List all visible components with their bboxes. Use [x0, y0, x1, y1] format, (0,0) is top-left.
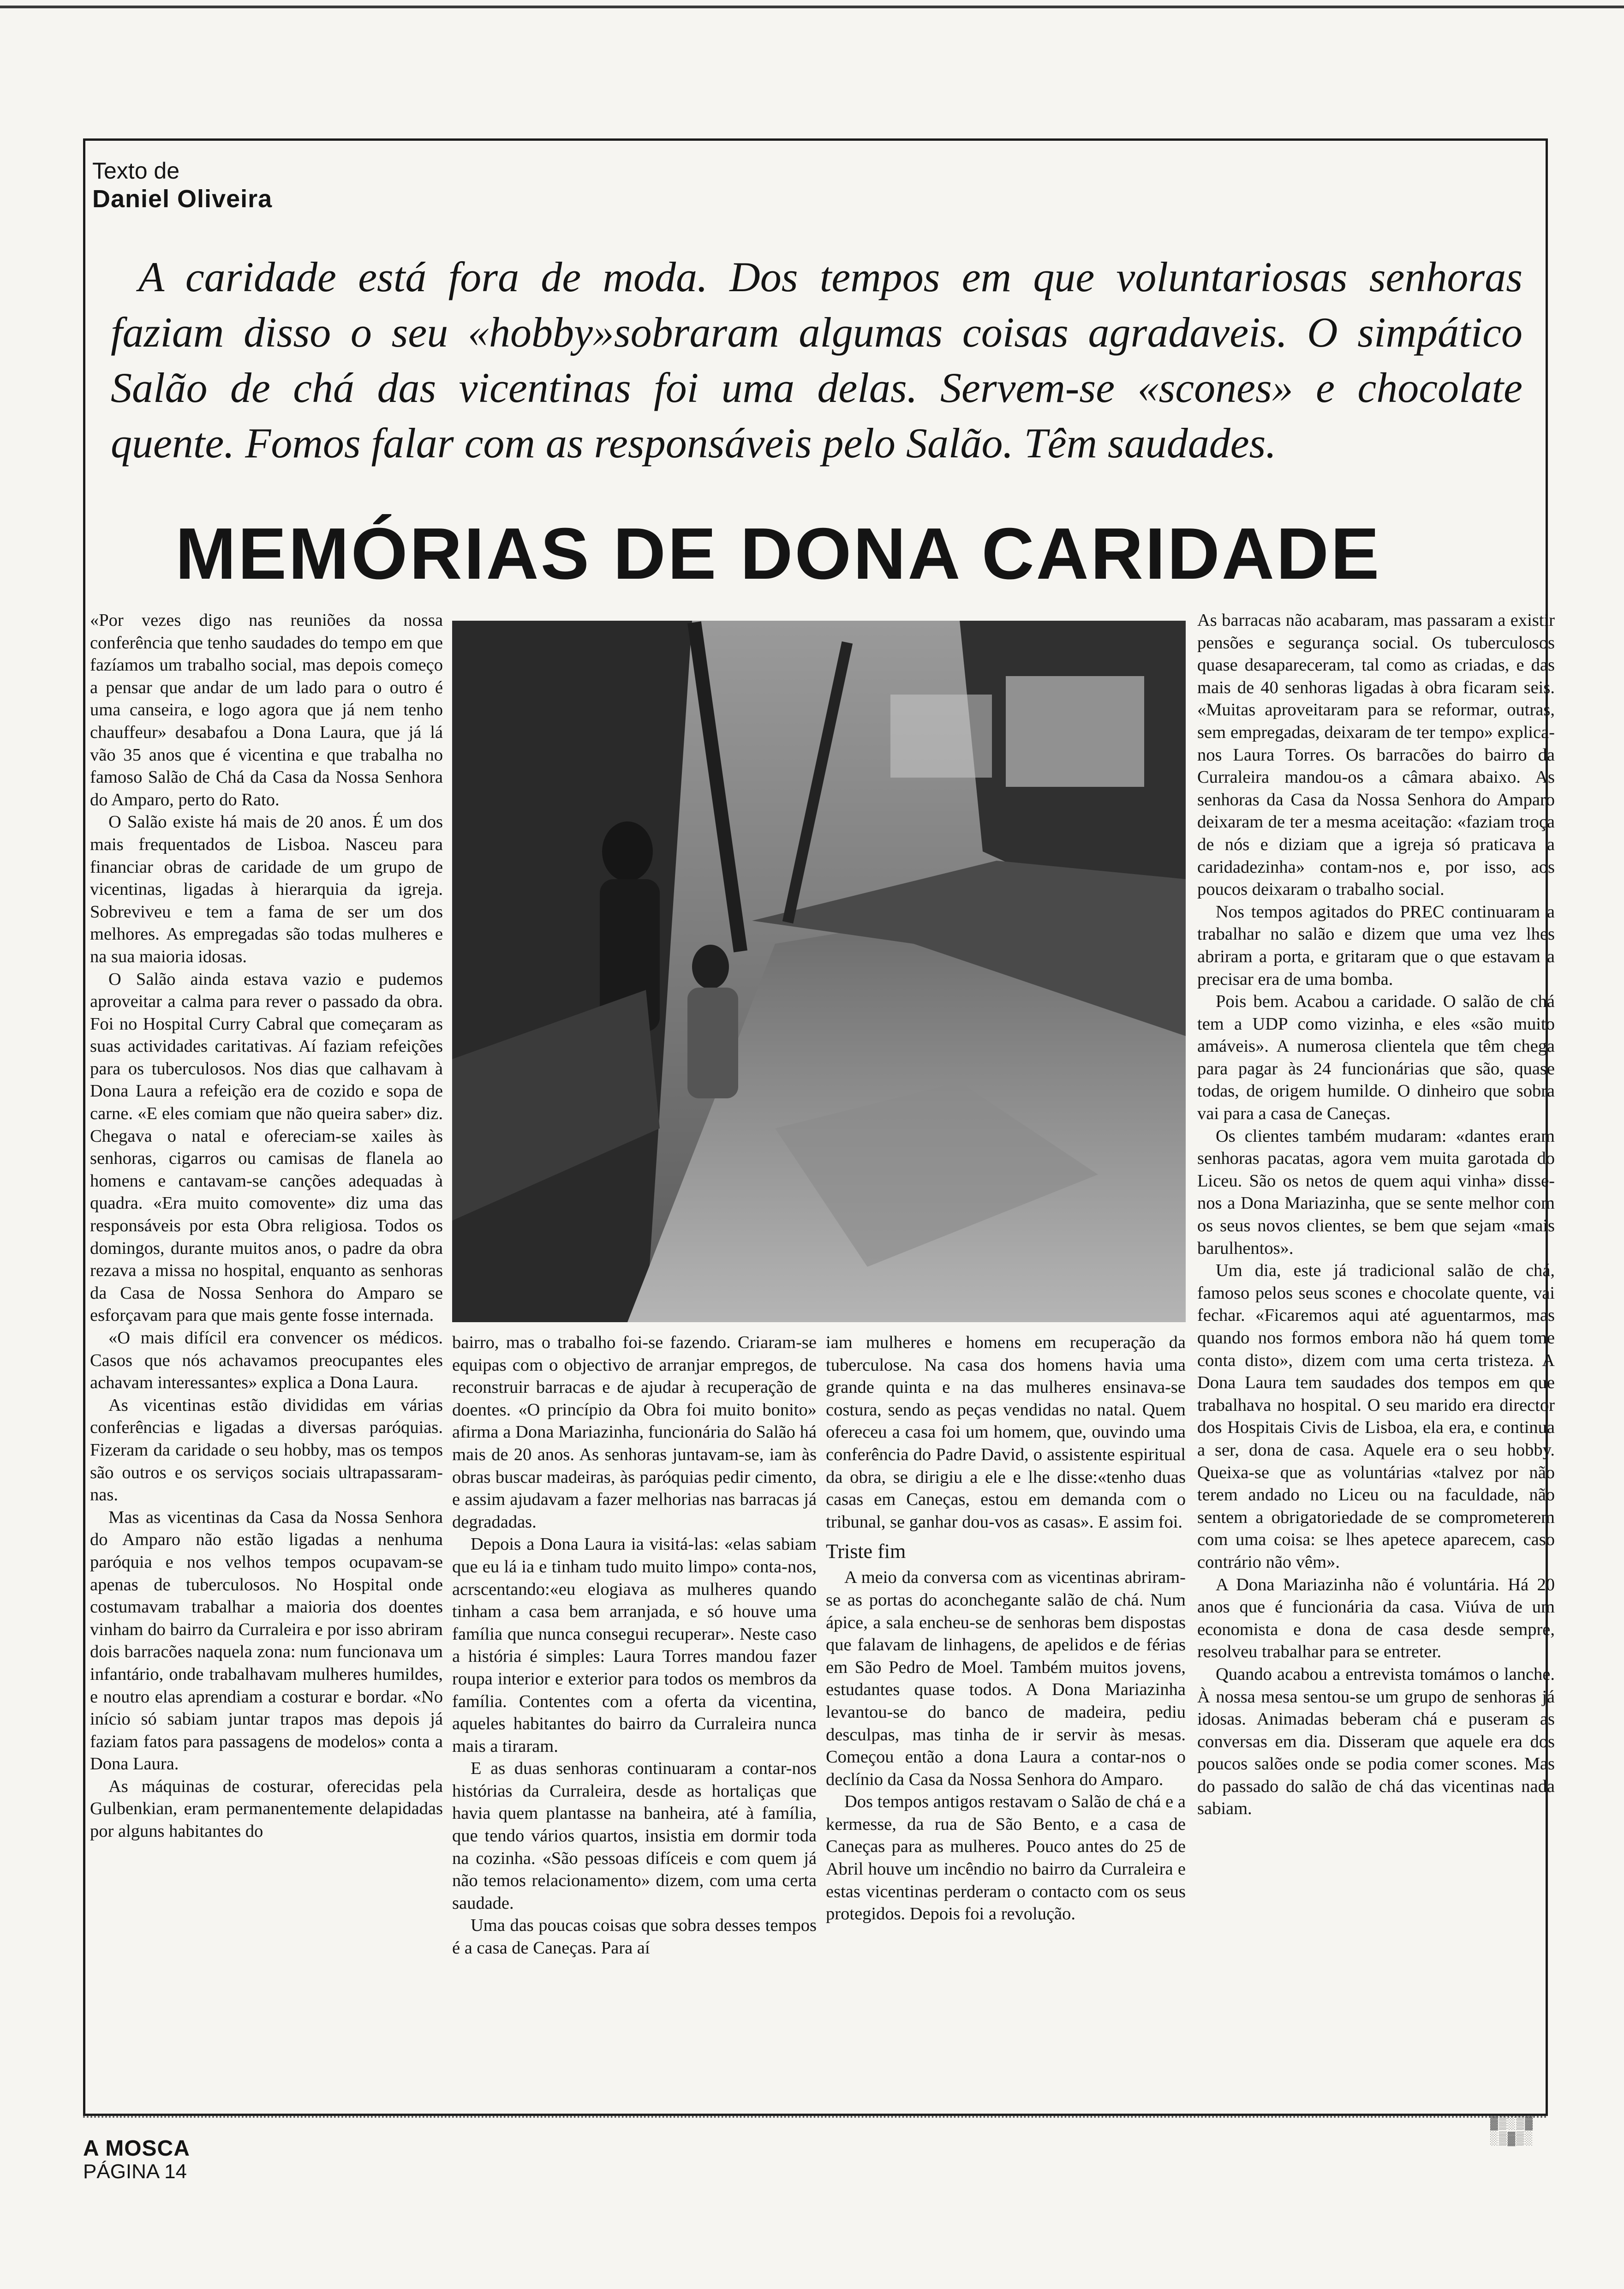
paragraph: Uma das poucas coisas que sobra desses tempos é a casa de Caneças. Para aí: [452, 1916, 817, 1958]
paragraph: As máquinas de costurar, oferecidas pela Gulbenkian, eram permanentemente delapidadas por alguns habitantes do: [90, 1776, 443, 1841]
paragraph: As vicentinas estão divididas em várias conferências e ligadas a diversas paróquias. Fizeram da caridade o seu hobby, mas os tempos são outros e os serviços sociais ultrapassaram-nas.: [90, 1395, 443, 1505]
paragraph: Nos tempos agitados do PREC continuaram a trabalhar no salão e dizem que uma vez lhes abriram a porta, e gritaram que o que estavam a precisar era de uma bomba.: [1197, 902, 1555, 989]
paragraph: iam mulheres e homens em recuperação da tuberculose. Na casa dos homens havia uma grande quinta e na das mulheres ensinava-se costura, sendo as peças vendidas no natal. Quem ofereceu a casa foi um homem, que, ouvindo uma conferência do Padre David, o assistente espiritual da obra, se dirigiu a ele e lhe disse:«tenho duas casas em Caneças, estou em demanda com o tribunal, se ganhar dou-vos as casas». E assim foi.: [826, 1333, 1186, 1532]
paragraph: A meio da conversa com as vicentinas abriram-se as portas do aconchegante salão de chá. Num ápice, a sala encheu-se de senhoras bem dispostas que falavam de linhagens, de apelidos e de férias em São Pedro de Moel. Também muitos jovens, estudantes quase todos. A Dona Mariazinha levantou-se do banco de madeira, pediu desculpas, mas tinha de ir servir às mesas. Começou então a dona Laura a contar-nos o declínio da Casa da Nossa Senhora do Amparo.: [826, 1568, 1186, 1789]
byline-author: Daniel Oliveira: [92, 185, 273, 213]
paragraph: bairro, mas o trabalho foi-se fazendo. Criaram-se equipas com o objectivo de arranjar empregos, de reconstruir barracas e de ajudar à recuperação de doentes. «O princípio da Obra foi muito bonito» afirma a Dona Mariazinha, funcionária do Salão há mais de 20 anos. As senhoras juntavam-se, iam às obras buscar madeiras, às paróquias pedir cimento, e assim ajudavam a fazer melhorias nas barracas já degradadas.: [452, 1333, 817, 1532]
paragraph: O Salão existe há mais de 20 anos. É um dos mais frequentados de Lisboa. Nasceu para financiar obras de caridade de um grupo de vicentinas, ligadas à hierarquia da igreja. Sobreviveu e tem a fama de ser um dos melhores. As empregadas são todas mulheres e na sua maioria idosas.: [90, 812, 443, 966]
page-footer: [83, 2137, 190, 2183]
bottom-dotted-rule: [83, 2116, 1548, 2118]
section-heading: Triste fim: [826, 1540, 906, 1563]
column-3: [826, 1331, 1186, 1925]
paragraph: Dos tempos antigos restavam o Salão de chá e a kermesse, da rua de São Bento, e a casa de Caneças para as mulheres. Pouco antes do 25 de Abril houve um incêndio no bairro da Curraleira e estas vicentinas perderam o contacto com os seus protegidos. Depois foi a revolução.: [826, 1792, 1186, 1924]
paragraph: Mas as vicentinas da Casa da Nossa Senhora do Amparo não estão ligadas a nenhuma paróquia e nos velhos tempos ocupavam-se apenas de tuberculosos. No Hospital onde costumavam trabalhar a maioria dos doentes vinham do bairro da Curraleira e por isso abriram dois barracões naquela zona: num funcionava um infantário, onde trabalhavam mulheres humildes, e noutro elas aprendiam a costurar e bordar. «No início só sabiam juntar trapos mas depois já faziam fatos para passagens de modelos» conta a Dona Laura.: [90, 1507, 443, 1774]
paragraph: E as duas senhoras continuaram a contar-nos histórias da Curraleira, desde as hortaliças que havia quem plantasse na banheira, até à família, que tendo vários quartos, insistia em dormir toda na cozinha. «São pessoas difíceis e com quem já não temos relacionamento» dizem, com uma certa saudade.: [452, 1759, 817, 1913]
column-2: [452, 1331, 817, 1959]
paragraph: «Por vezes digo nas reuniões da nossa conferência que tenho saudades do tempo em que fazíamos um trabalho social, mas depois começo a pensar que andar de um lado para o outro é uma canseira, e logo agora que já nem tenho chauffeur» desabafou a Dona Laura, que já lá vão 35 anos que é vicentina e que trabalha no famoso Salão de Chá da Casa da Nossa Senhora do Amparo, perto do Rato.: [90, 611, 443, 809]
article-headline: MEMÓRIAS DE DONA CARIDADE: [175, 513, 1381, 594]
page-number: PÁGINA 14: [83, 2160, 187, 2183]
column-1: [90, 609, 443, 1843]
lead-paragraph: A caridade está fora de moda. Dos tempos em que voluntariosas senhoras faziam disso o seu «hobby»sobraram algumas coisas agradaveis. O simpático Salão de chá das vicentinas foi uma delas. Servem-se «scones» e chocolate quente. Fomos falar com as responsáveis pelo Salão. Têm saudades.: [111, 253, 1522, 467]
byline-label: Texto de: [92, 158, 180, 184]
paragraph: Quando acabou a entrevista tomámos o lanche. À nossa mesa sentou-se um grupo de senhoras já idosas. Animadas beberam chá e puseram as conversas em dia. Disseram que aquele era dos poucos salões onde se podia comer scones. Mas do passado do salão de chá das vicentinas nada sabiam.: [1197, 1664, 1555, 1819]
paragraph: Um dia, este já tradicional salão de chá, famoso pelos seus scones e chocolate quente, vai fechar. «Ficaremos aqui até aguentarmos, mas quando nos formos embora não há quem tome conta disto», dizem com uma certa tristeza. A Dona Laura tem saudades dos tempos em que trabalhava no hospital. O seu marido era director dos Hospitais Civis de Lisboa, ela era, e continua a ser, dona de casa. Aquele era o seu hobby. Queixa-se que as voluntárias «talvez por não terem andado no Liceu ou na faculdade, não sentem a obrigatoriedade de se comprometerem com uma coisa: se lhes apetece aparecem, caso contrário não vêm».: [1197, 1261, 1555, 1572]
paragraph: As barracas não acabaram, mas passaram a existir pensões e segurança social. Os tuberculosos quase desapareceram, tal como as criadas, e das mais de 40 senhoras ligadas à obra ficaram seis. «Muitas aproveitaram para se reformar, outras, sem empregadas, deixaram de ter tempo» explica-nos Laura Torres. Os barracões do bairro da Curraleira mandou-os a câmara abaixo. As senhoras da Casa da Nossa Senhora do Amparo deixaram de ter a mesma aceitação: «faziam troça de nós e diziam que a igreja só praticava a caridadezinha» contam-nos e, por isso, aos poucos deixaram o trabalho social.: [1197, 611, 1555, 899]
top-rule: [0, 6, 1624, 8]
paragraph: Depois a Dona Laura ia visitá-las: «elas sabiam que eu lá ia e tinham tudo muito limpo» conta-nos, acrscentando:«eu elogiava as mulheres quando tinham a casa bem arranjada, e só houve uma família que nunca consegui recuperar». Neste caso a história é simples: Laura Torres mandou fazer roupa interior e exterior para todos os membros da família. Contentes com a oferta da vicentina, aqueles habitantes do bairro da Curraleira nunca mais a tiraram.: [452, 1534, 817, 1756]
publication-name: A MOSCA: [83, 2136, 190, 2161]
paragraph: Os clientes também mudaram: «dantes eram senhoras pacatas, agora vem muita garotada do Liceu. São os netos de quem aqui vinha» disse-nos a Dona Mariazinha, que se sente melhor com os seus novos clientes, se bem que sejam «mais barulhentos».: [1197, 1126, 1555, 1258]
article-photo: [452, 621, 1186, 1322]
byline: [92, 157, 272, 213]
paragraph: O Salão ainda estava vazio e pudemos aproveitar a calma para rever o passado da obra. Foi no Hospital Curry Cabral que começaram as suas actividades caritativas. Aí faziam refeições para os tuberculosos. Nos dias que calhavam à Dona Laura a refeição era de cozido e sopa de carne. «E eles comiam que não queira saber» diz. Chegava o natal e ofereciam-se xailes às senhoras, cigarros ou camisas de flanela ao homens e cantavam-se canções adequadas à quadra. «Era muito comovente» diz uma das responsáveis por esta Obra religiosa. Todos os domingos, durante muitos anos, o padre da obra rezava a missa no hospital, enquanto as senhoras da Casa de Nossa Senhora do Amparo se esforçavam para que mais gente fosse internada.: [90, 969, 443, 1325]
paragraph: Pois bem. Acabou a caridade. O salão de chá tem a UDP como vizinha, e eles «são muito amáveis». A numerosa clientela que têm chega para pagar às 24 funcionárias que são, quase todas, de origem humilde. O dinheiro que sobra vai para a casa de Caneças.: [1197, 992, 1555, 1124]
paragraph: «O mais difícil era convencer os médicos. Casos que nós achavamos preocupantes eles achavam interessantes» explica a Dona Laura.: [90, 1328, 443, 1393]
column-4: [1197, 609, 1555, 1820]
paragraph: A Dona Mariazinha não é voluntária. Há 20 anos que é funcionária da casa. Viúva de um economista e dona de casa desde sempre, resolveu trabalhar para se entreter.: [1197, 1575, 1555, 1662]
archive-stamp-mark: ▓▒░▒▓ ░▒▓▒░: [1490, 2116, 1534, 2146]
